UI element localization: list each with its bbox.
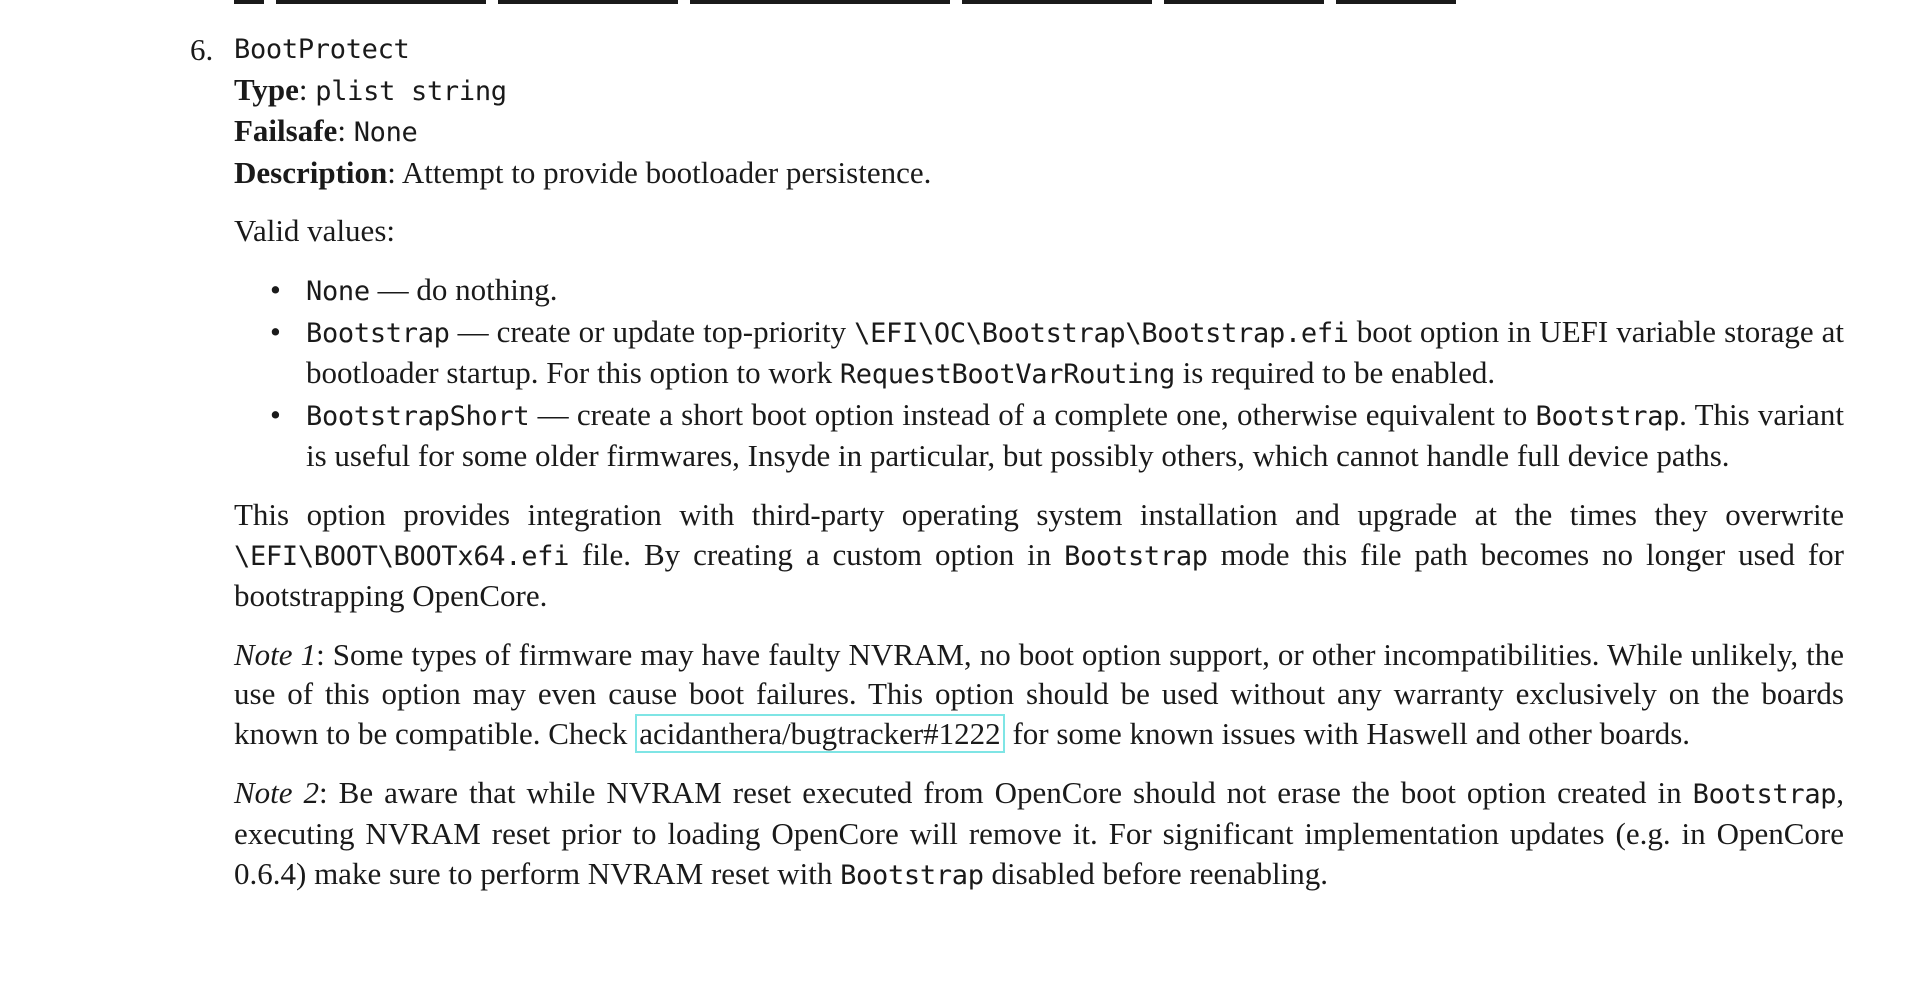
paragraph-text: disabled before reenabling. (983, 855, 1329, 891)
type-line: Type: plist string (234, 71, 507, 107)
value-option-code: RequestBootVarRouting (839, 359, 1175, 391)
value-path-code: \EFI\OC\Bootstrap\Bootstrap.efi (854, 317, 1349, 349)
valid-values-list (234, 270, 1844, 476)
failsafe-line: Failsafe: None (234, 113, 418, 149)
description-line: Description: Attempt to provide bootloader persistence. (234, 154, 932, 190)
value-code: BootstrapShort (306, 400, 530, 432)
bugtracker-link[interactable]: acidanthera/bugtracker#1222 (635, 714, 1005, 753)
note-1-label: Note 1 (234, 636, 317, 672)
list-item (234, 270, 1844, 312)
failsafe-label: Failsafe (234, 113, 338, 149)
value-text: boot option in UEFI variable storage at bootloader startup. For this option to work (306, 313, 1844, 391)
paragraph-text: , executing NVRAM reset prior to loading OpenCore will remove it. For significant implementation updates (e.g. in OpenCore 0.6.4) make sure to perform NVRAM reset with (234, 774, 1844, 891)
value-text: — do nothing. (369, 271, 558, 307)
value-code: Bootstrap (306, 317, 450, 349)
entry-number: 6. (190, 32, 214, 67)
entry-body (234, 30, 1844, 895)
paragraph-text: : Be aware that while NVRAM reset executed from OpenCore should not erase the boot option created in (319, 774, 1693, 810)
value-text: . This variant is useful for some older firmwares, Insyde in particular, but possibly others, which cannot handle full device paths. (306, 396, 1844, 474)
valid-values-heading: Valid values: (234, 213, 395, 249)
description-label: Description (234, 154, 388, 190)
paragraph-text: This option provides integration with third-party operating system installation and upgrade at the times they overwrite (234, 496, 1844, 532)
previous-line-fragment (234, 0, 1834, 4)
note-1-paragraph (234, 635, 1844, 754)
config-entry-bootprotect (190, 30, 1850, 895)
value-option-code: Bootstrap (1535, 400, 1680, 432)
list-item (234, 395, 1844, 476)
paragraph-text: file. By creating a custom option in (569, 536, 1065, 572)
boot-path-code: \EFI\BOOT\BOOTx64.efi (234, 540, 570, 572)
bullet-icon: • (270, 396, 281, 432)
list-item (234, 312, 1844, 395)
value-text: — create or update top-priority (449, 313, 855, 349)
note-2-label: Note 2 (234, 774, 320, 810)
value-text: — create a short boot option instead of a complete one, otherwise equivalent to (529, 396, 1536, 432)
value-text: is required to be enabled. (1174, 355, 1496, 391)
type-label: Type (234, 71, 299, 107)
bootstrap-code: Bootstrap (1064, 540, 1208, 572)
value-code: None (306, 275, 370, 307)
bullet-icon: • (270, 313, 281, 349)
paragraph-text: mode this file path becomes no longer used for bootstrapping OpenCore. (234, 536, 1844, 614)
paragraph-text: for some known issues with Haswell and other boards. (1004, 715, 1691, 751)
paragraph-text: : Some types of firmware may have faulty NVRAM, no boot option support, or other incompatibilities. While unlikely, the use of this option may even cause boot failures. This option should be used without any warranty exclusively on the boards known to be compatible. Check (234, 636, 1844, 751)
bootstrap-code: Bootstrap (840, 859, 984, 891)
bullet-icon: • (270, 271, 281, 307)
type-value: plist string (315, 75, 507, 107)
bootstrap-code: Bootstrap (1692, 778, 1837, 810)
failsafe-value: None (353, 117, 418, 149)
note-2-paragraph (234, 773, 1844, 896)
integration-paragraph (234, 495, 1844, 616)
description-text: Attempt to provide bootloader persistence. (401, 154, 932, 190)
entry-name: BootProtect (234, 34, 410, 65)
